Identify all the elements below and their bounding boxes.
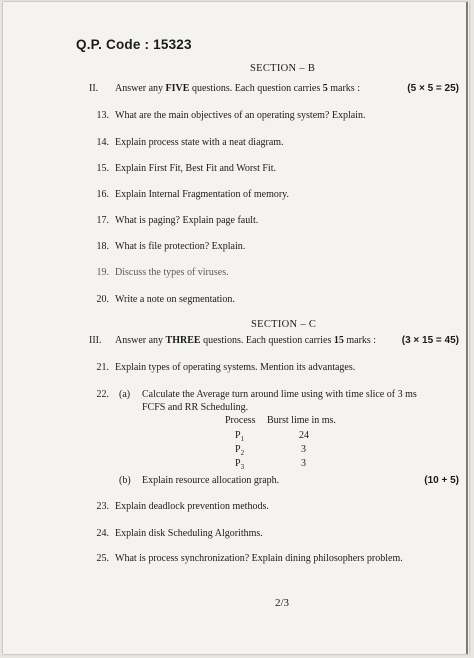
question-25: 25. What is process synchronization? Explain dining philosophers problem.	[96, 553, 403, 564]
section-c-instruction	[3, 334, 469, 348]
section-c-title: SECTION – C	[251, 319, 317, 330]
question-20: 20. Write a note on segmentation.	[96, 294, 235, 305]
question-13: 13. What are the main objectives of an operating system? Explain.	[96, 110, 366, 121]
question-19: 19. Discuss the types of viruses.	[96, 267, 229, 278]
question-22-b	[3, 474, 469, 488]
part-a-label: (a)	[119, 389, 131, 400]
question-22-a: 22. (a)	[96, 389, 131, 400]
table-row-burst: 3	[301, 458, 306, 469]
instruction-text: Answer any FIVE questions. Each question carries 5 marks :	[115, 83, 360, 94]
exam-page	[3, 2, 469, 654]
section-b-title: SECTION – B	[250, 63, 316, 74]
question-17: 17. What is paging? Explain page fault.	[96, 215, 259, 226]
part-b-label: (b)	[119, 475, 131, 486]
section-b-marks: (5 × 5 = 25)	[407, 83, 459, 94]
table-row-process: $P_2$	[235, 444, 245, 457]
section-c-marks: (3 × 15 = 45)	[401, 335, 459, 346]
table-row-burst: 3	[301, 444, 306, 455]
instruction-text: Answer any THREE questions. Each question carries 15 marks :	[115, 335, 377, 346]
table-row-process: $P_1$	[235, 430, 245, 443]
question-24: 24. Explain disk Scheduling Algorithms.	[96, 528, 263, 539]
question-16: 16. Explain Internal Fragmentation of memory.	[96, 189, 290, 200]
instruction-number: II.	[89, 83, 99, 94]
question-14: 14. Explain process state with a neat diagram.	[96, 137, 284, 148]
question-23: 23. Explain deadlock prevention methods.	[96, 501, 269, 512]
question-15: 15. Explain First Fit, Best Fit and Worst Fit.	[96, 163, 276, 174]
table-header-process: Process	[225, 415, 256, 426]
table-row-process: $P_3$	[235, 458, 245, 471]
part-b-text: Explain resource allocation graph.	[142, 475, 280, 486]
table-row-burst: 24	[299, 430, 309, 441]
question-22-marks: (10 + 5)	[424, 475, 459, 486]
burst-time-table	[225, 415, 345, 475]
question-21: 21. Explain types of operating systems. Mention its advantages.	[96, 362, 356, 373]
section-b-instruction	[3, 82, 469, 96]
question-18: 18. What is file protection? Explain.	[96, 241, 246, 252]
part-a-text: Calculate the Average turn around lime using with time slice of 3 ms FCFS and RR Scheduling.	[142, 389, 417, 413]
qp-code: Q.P. Code : 15323	[76, 37, 192, 52]
page-number: 2/3	[275, 597, 290, 609]
table-header-burst: Burst lime in ms.	[267, 415, 336, 426]
instruction-number: III.	[89, 335, 102, 346]
